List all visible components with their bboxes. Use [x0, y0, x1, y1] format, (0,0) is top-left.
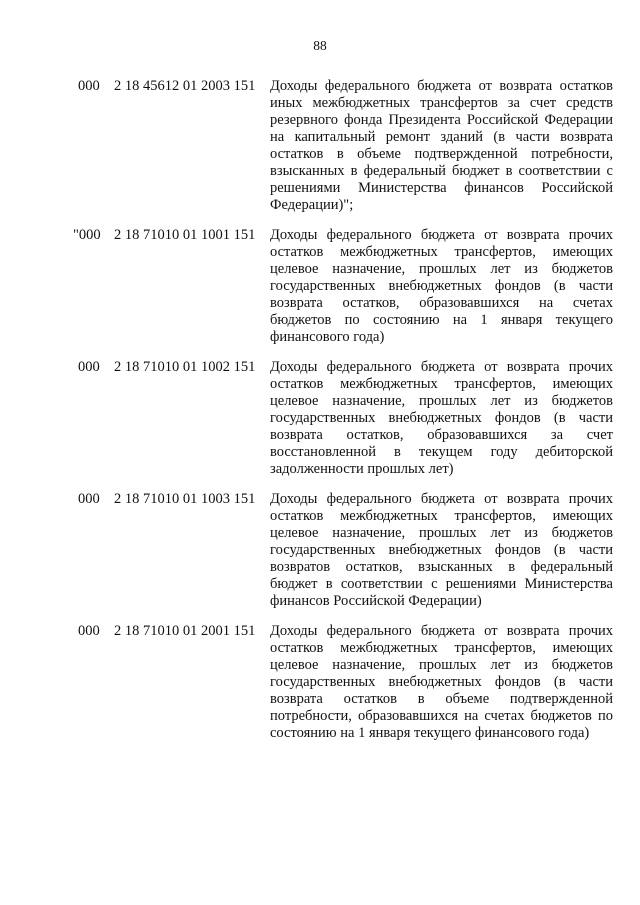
budget-classification-code: 2 18 71010 01 1003 151: [114, 491, 256, 507]
table-row: [0, 623, 640, 742]
administrator-code: 000: [78, 491, 100, 507]
budget-classification-code: 2 18 71010 01 1001 151: [114, 227, 256, 243]
income-description: Доходы федерального бюджета от возврата прочих остатков межбюджетных трансфертов, имеющих целевое назначение, прошлых лет из бюджетов государственных внебюджетных фондов (в части возврата остатков, образовавшихся на счетах бюджетов по состоянию на 1 января текущего финансового года): [270, 227, 613, 345]
budget-classification-code: 2 18 45612 01 2003 151: [114, 78, 256, 94]
budget-classification-code: 2 18 71010 01 2001 151: [114, 623, 256, 639]
income-description: Доходы федерального бюджета от возврата остатков иных межбюджетных трансфертов за счет средств резервного фонда Президента Российской Федерации на капитальный ремонт зданий (в части возврата остатков в объеме подтвержденной потребности, взысканных в федеральный бюджет в соответствии с решениями Министерства финансов Российской Федерации)";: [270, 78, 613, 213]
budget-classification-code: 2 18 71010 01 1002 151: [114, 359, 256, 375]
table-row: [0, 359, 640, 478]
page-number: 88: [313, 38, 327, 53]
income-description: Доходы федерального бюджета от возврата прочих остатков межбюджетных трансфертов, имеющих целевое назначение, прошлых лет из бюджетов государственных внебюджетных фондов (в части возврата остатков в объеме подтвержденной потребности, образовавшихся на счетах бюджетов по состоянию на 1 января текущего финансового года): [270, 623, 613, 741]
income-description: Доходы федерального бюджета от возврата прочих остатков межбюджетных трансфертов, имеющих целевое назначение, прошлых лет из бюджетов государственных внебюджетных фондов (в части возвратов остатков, взысканных в федеральный бюджет в соответствии с решениями Министерства финансов Российской Федерации): [270, 491, 613, 609]
table-row: [0, 227, 640, 346]
table-row: [0, 78, 640, 214]
administrator-code: 000: [78, 623, 100, 639]
income-description: Доходы федерального бюджета от возврата прочих остатков межбюджетных трансфертов, имеющих целевое назначение, прошлых лет из бюджетов государственных внебюджетных фондов (в части возврата остатков, образовавшихся за счет восстановленной в текущем году дебиторской задолженности прошлых лет): [270, 359, 613, 477]
budget-code-table: [0, 78, 640, 755]
administrator-code: 000: [78, 359, 100, 375]
table-row: [0, 491, 640, 610]
administrator-code: 000: [78, 78, 100, 94]
administrator-code: "000: [73, 227, 101, 243]
